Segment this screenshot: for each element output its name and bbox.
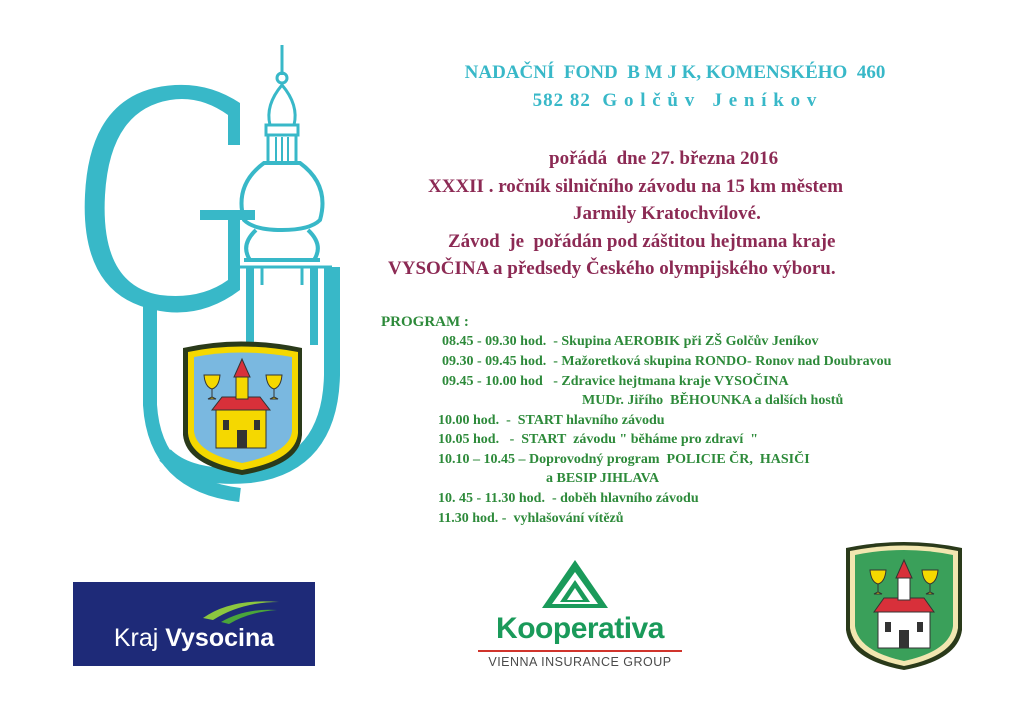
kooperativa-subtitle: VIENNA INSURANCE GROUP (488, 655, 672, 669)
event-line-5: VYSOČINA a předsedy Českého olympijského výboru. (388, 258, 836, 279)
program-item: 10.05 hod. - START závodu " běháme pro zdraví " (438, 432, 758, 447)
gj-monogram-tower-icon (80, 45, 350, 505)
program-item: MUDr. Jiřího BĚHOUNKA a dalších hostů (582, 393, 844, 408)
town-crest-icon (842, 540, 966, 672)
kooperativa-emblem-icon (540, 558, 610, 610)
program-item: a BESIP JIHLAVA (546, 471, 660, 486)
kooperativa-name: Kooperativa (496, 612, 664, 645)
kraj-vysocina-text (73, 624, 315, 653)
kraj-text-bold: Vysocina (165, 624, 275, 652)
event-line-3: Jarmily Kratochvílové. (573, 203, 761, 224)
kraj-text-light: Kraj (113, 624, 166, 652)
header-line-2: 582 82 G o l č ů v J e n í k o v (532, 90, 818, 111)
kooperativa-rule (478, 650, 682, 652)
program-item: 09.30 - 09.45 hod. - Mažoretková skupina RONDO- Ronov nad Doubravou (442, 354, 892, 369)
program-item: 10.10 – 10.45 – Doprovodný program POLICIE ČR, HASIČI (438, 452, 810, 467)
event-line-1: pořádá dne 27. března 2016 (549, 148, 779, 169)
kraj-vysocina-logo (73, 582, 315, 666)
event-line-4: Závod je pořádán pod záštitou hejtmana kraje (448, 231, 836, 252)
header-line-1: NADAČNÍ FOND B M J K, KOMENSKÉHO 460 (464, 62, 886, 83)
program-title: PROGRAM : (381, 314, 469, 330)
program-item: 10. 45 - 11.30 hod. - doběh hlavního závodu (438, 491, 699, 506)
program-item: 09.45 - 10.00 hod - Zdravice hejtmana kraje VYSOČINA (442, 374, 789, 389)
program-item: 08.45 - 09.30 hod. - Skupina AEROBIK při ZŠ Golčův Jeníkov (442, 334, 819, 349)
event-line-2: XXXII . ročník silničního závodu na 15 km městem (428, 176, 844, 197)
swoosh-icon (201, 596, 281, 626)
program-item: 10.00 hod. - START hlavního závodu (438, 413, 665, 428)
program-item: 11.30 hod. - vyhlašování vítězů (438, 511, 624, 526)
